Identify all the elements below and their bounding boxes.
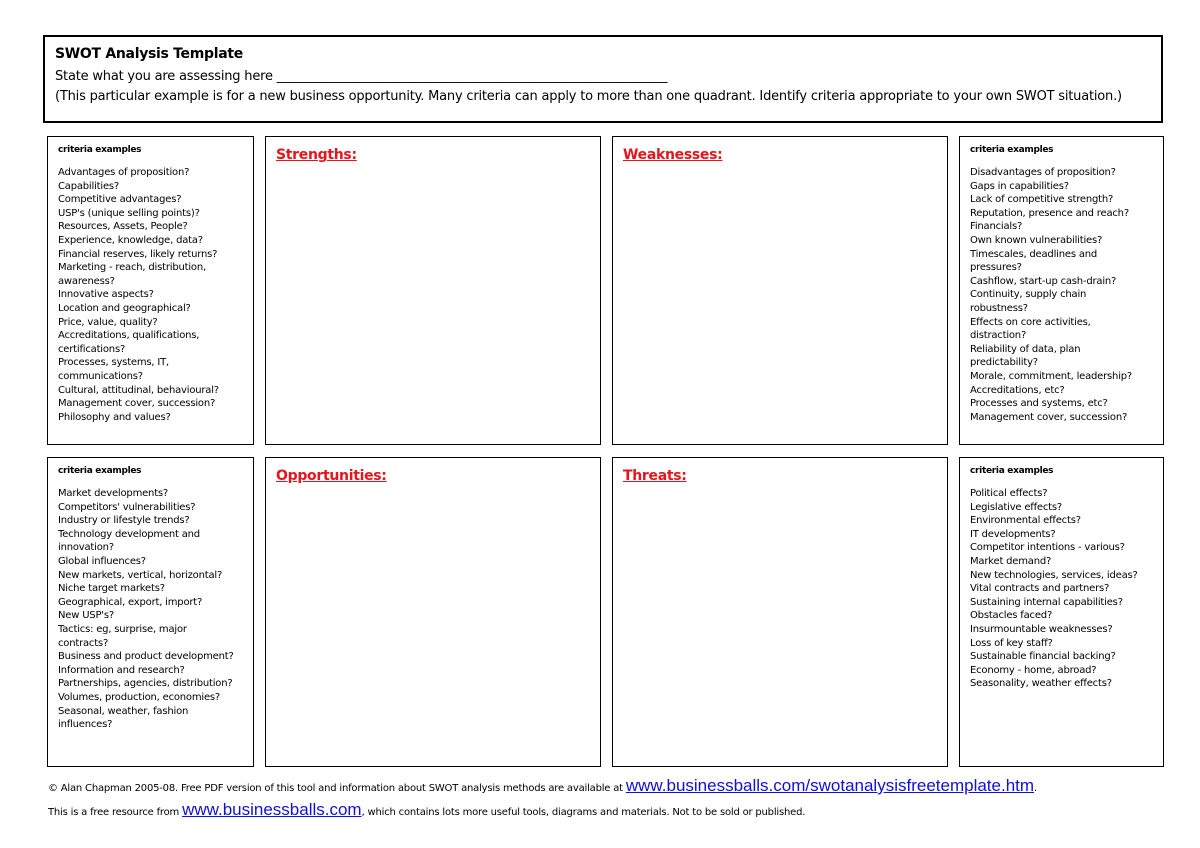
opportunities-criteria-panel — [47, 457, 254, 767]
criteria-item: Processes, systems, IT, — [58, 357, 170, 369]
criteria-item: Seasonal, weather, fashion — [58, 705, 189, 717]
criteria-item: Financials? — [970, 221, 1023, 233]
weaknesses-quadrant[interactable] — [612, 136, 948, 445]
page-title: SWOT Analysis Template — [55, 46, 243, 62]
strengths-quadrant[interactable] — [265, 136, 601, 445]
criteria-item: Continuity, supply chain — [970, 289, 1087, 301]
criteria-heading: criteria examples — [970, 466, 1054, 476]
criteria-item: Sustaining internal capabilities? — [970, 596, 1123, 608]
criteria-item: New markets, vertical, horizontal? — [58, 569, 223, 581]
criteria-item: Experience, knowledge, data? — [58, 234, 203, 246]
criteria-item: Seasonality, weather effects? — [970, 678, 1112, 690]
criteria-item: Disadvantages of proposition? — [970, 167, 1116, 178]
criteria-heading: criteria examples — [970, 145, 1054, 155]
criteria-item: Information and research? — [58, 664, 185, 676]
footer-line-1-suffix: . — [1034, 783, 1038, 794]
criteria-item: Management cover, succession? — [970, 411, 1128, 423]
criteria-item: Lack of competitive strength? — [970, 194, 1114, 206]
criteria-item: predictability? — [970, 357, 1038, 369]
criteria-item: Own known vulnerabilities? — [970, 234, 1103, 246]
criteria-item: Geographical, export, import? — [58, 596, 203, 608]
criteria-item: Timescales, deadlines and — [970, 248, 1098, 260]
criteria-item: Financial reserves, likely returns? — [58, 248, 218, 260]
criteria-item: certifications? — [58, 343, 126, 355]
free-resource-text: This is a free resource from — [48, 807, 183, 818]
criteria-item: Legislative effects? — [970, 501, 1063, 513]
criteria-item: Sustainable financial backing? — [970, 651, 1116, 663]
criteria-item: Economy - home, abroad? — [970, 664, 1097, 676]
criteria-item: Gaps in capabilities? — [970, 180, 1069, 192]
footer-line-1 — [48, 776, 1037, 796]
criteria-item: Management cover, succession? — [58, 398, 216, 410]
criteria-item: Volumes, production, economies? — [58, 691, 221, 703]
assessment-subject-line: State what you are assessing here ______________________________________________________________ — [55, 69, 668, 84]
strengths-criteria-panel — [47, 136, 254, 445]
criteria-heading: criteria examples — [58, 145, 142, 155]
weaknesses-title: Weaknesses: — [623, 147, 723, 163]
criteria-item: Market developments? — [58, 488, 169, 499]
criteria-item: Advantages of proposition? — [58, 167, 190, 178]
criteria-item: Location and geographical? — [58, 302, 191, 314]
threats-title: Threats: — [623, 468, 687, 484]
swot-template-link[interactable]: www.businessballs.com/swotanalysisfreetemplate.htm — [625, 776, 1035, 795]
criteria-item: Philosophy and values? — [58, 411, 171, 423]
criteria-item: Competitive advantages? — [58, 194, 182, 206]
header-note: (This particular example is for a new business opportunity. Many criteria can apply to more than one quadrant. Identify criteria appropriate to your own SWOT situation.) — [55, 89, 1122, 104]
opportunities-title: Opportunities: — [276, 468, 387, 484]
criteria-item: Tactics: eg, surprise, major — [58, 623, 187, 635]
criteria-item: awareness? — [58, 275, 115, 287]
criteria-item: Insurmountable weaknesses? — [970, 623, 1113, 635]
criteria-item: Innovative aspects? — [58, 289, 154, 301]
criteria-item: Cashflow, start-up cash-drain? — [970, 275, 1117, 287]
criteria-item: Market demand? — [970, 555, 1052, 567]
template-header — [43, 35, 1163, 123]
criteria-item: Resources, Assets, People? — [58, 221, 188, 233]
criteria-item: Political effects? — [970, 488, 1048, 499]
footer-line-2-suffix: , which contains lots more useful tools, diagrams and materials. Not to be sold or published. — [361, 807, 806, 818]
threats-criteria-list — [970, 487, 1155, 691]
criteria-item: Accreditations, etc? — [970, 384, 1065, 396]
threats-quadrant[interactable] — [612, 457, 948, 767]
opportunities-criteria-list — [58, 487, 245, 732]
criteria-item: Business and product development? — [58, 651, 234, 663]
criteria-item: Morale, commitment, leadership? — [970, 370, 1133, 382]
weaknesses-criteria-list — [970, 166, 1155, 424]
criteria-item: influences? — [58, 719, 113, 731]
strengths-title: Strengths: — [276, 147, 357, 163]
copyright-text: © Alan Chapman 2005-08. Free PDF version of this tool and information about SWOT analysis methods are available at — [48, 783, 626, 794]
criteria-item: Price, value, quality? — [58, 316, 158, 328]
criteria-item: USP's (unique selling points)? — [58, 207, 200, 219]
criteria-item: Niche target markets? — [58, 583, 165, 595]
criteria-heading: criteria examples — [58, 466, 142, 476]
criteria-item: pressures? — [970, 262, 1022, 274]
criteria-item: Partnerships, agencies, distribution? — [58, 678, 233, 690]
criteria-item: Industry or lifestyle trends? — [58, 515, 190, 527]
criteria-item: Global influences? — [58, 555, 146, 567]
strengths-criteria-list — [58, 166, 245, 424]
threats-criteria-panel — [959, 457, 1164, 767]
businessballs-link[interactable]: www.businessballs.com — [182, 800, 362, 819]
criteria-item: Competitors' vulnerabilities? — [58, 501, 196, 513]
criteria-item: Environmental effects? — [970, 515, 1081, 527]
criteria-item: Processes and systems, etc? — [970, 398, 1108, 410]
criteria-item: New technologies, services, ideas? — [970, 569, 1138, 581]
weaknesses-criteria-panel — [959, 136, 1164, 445]
criteria-item: distraction? — [970, 330, 1027, 342]
criteria-item: Capabilities? — [58, 180, 120, 192]
criteria-item: Loss of key staff? — [970, 637, 1053, 649]
criteria-item: innovation? — [58, 542, 114, 554]
criteria-item: communications? — [58, 370, 143, 382]
criteria-item: Marketing - reach, distribution, — [58, 262, 206, 274]
criteria-item: Accreditations, qualifications, — [58, 330, 200, 342]
criteria-item: robustness? — [970, 302, 1028, 314]
criteria-item: Cultural, attitudinal, behavioural? — [58, 384, 219, 396]
criteria-item: Reputation, presence and reach? — [970, 207, 1129, 219]
footer-line-2 — [48, 800, 805, 820]
criteria-item: Obstacles faced? — [970, 610, 1053, 622]
criteria-item: Effects on core activities, — [970, 316, 1091, 328]
criteria-item: Competitor intentions - various? — [970, 542, 1125, 554]
opportunities-quadrant[interactable] — [265, 457, 601, 767]
criteria-item: New USP's? — [58, 610, 114, 622]
criteria-item: Technology development and — [58, 528, 200, 540]
criteria-item: Vital contracts and partners? — [970, 583, 1110, 595]
criteria-item: IT developments? — [970, 528, 1056, 540]
criteria-item: contracts? — [58, 637, 109, 649]
criteria-item: Reliability of data, plan — [970, 343, 1081, 355]
